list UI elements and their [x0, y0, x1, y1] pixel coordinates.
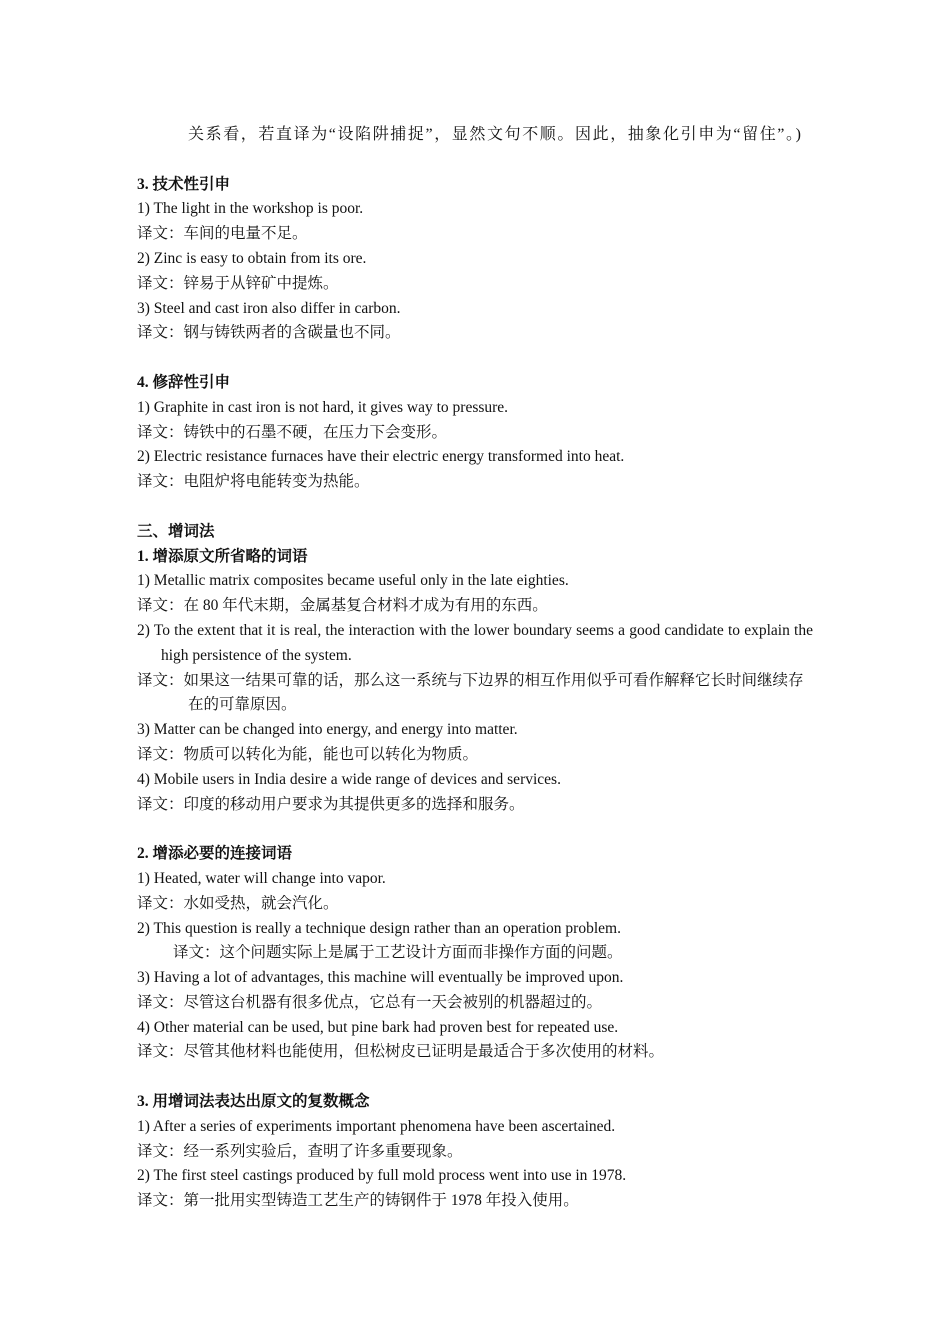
translation-zh: 译文：经一系列实验后，查明了许多重要现象。	[137, 1142, 463, 1160]
example-en: 3) Matter can be changed into energy, and energy into matter.	[137, 721, 518, 739]
translation-zh: 译文：铸铁中的石墨不硬，在压力下会变形。	[137, 423, 448, 441]
translation-zh-wrapped: 译文：如果这一结果可靠的话，那么这一系统与下边界的相互作用似乎可看作解释它长时间继续存在的可靠原因。	[137, 671, 804, 714]
translation-zh: 译文：电阻炉将电能转变为热能。	[137, 473, 370, 491]
example-en: 1) Heated, water will change into vapor.	[137, 869, 386, 887]
example-en: 2) This question is really a technique design rather than an operation problem.	[137, 919, 621, 937]
spacer	[137, 817, 813, 842]
example-en: 2) Electric resistance furnaces have their electric energy transformed into heat.	[137, 448, 625, 466]
spacer	[137, 495, 813, 520]
example-en: 4) Mobile users in India desire a wide range of devices and services.	[137, 770, 561, 788]
subsection-heading-omitted-words: 1. 增添原文所省略的词语	[137, 547, 308, 565]
spacer	[137, 346, 813, 371]
translation-zh: 译文：锌易于从锌矿中提炼。	[137, 274, 339, 292]
translation-zh: 译文：尽管其他材料也能使用，但松树皮已证明是最适合于多次使用的材料。	[137, 1043, 665, 1061]
part-heading-amplification: 三、增词法	[137, 522, 215, 540]
translation-zh: 译文：水如受热，就会汽化。	[137, 894, 339, 912]
translation-zh: 译文：印度的移动用户要求为其提供更多的选择和服务。	[137, 795, 525, 813]
translation-zh: 译文：钢与铸铁两者的含碳量也不同。	[137, 324, 401, 342]
example-en: 1) The light in the workshop is poor.	[137, 200, 364, 218]
example-en: 2) The first steel castings produced by full mold process went into use in 1978.	[137, 1167, 627, 1185]
translation-zh: 译文：尽管这台机器有很多优点，它总有一天会被别的机器超过的。	[137, 993, 603, 1011]
continuation-line: 关系看，若直译为“设陷阱捕捉”，显然文句不顺。因此，抽象化引申为“留住”。)	[188, 126, 803, 143]
example-en: 1) Graphite in cast iron is not hard, it gives way to pressure.	[137, 398, 509, 416]
translation-zh: 译文：第一批用实型铸造工艺生产的铸钢件于 1978 年投入使用。	[137, 1192, 579, 1210]
subsection-heading-connectives: 2. 增添必要的连接词语	[137, 845, 293, 863]
section-heading-technical: 3. 技术性引申	[137, 175, 231, 193]
spacer	[137, 148, 813, 173]
example-en-wrapped: 2) To the extent that it is real, the interaction with the lower boundary seems a good candidate to explain the high persistence of the system.	[137, 621, 813, 664]
document-page	[137, 123, 813, 1214]
section-heading-rhetorical: 4. 修辞性引申	[137, 373, 231, 391]
translation-zh: 译文：车间的电量不足。	[137, 225, 308, 243]
example-en: 1) Metallic matrix composites became useful only in the late eighties.	[137, 572, 569, 590]
subsection-heading-plural: 3. 用增词法表达出原文的复数概念	[137, 1093, 370, 1111]
translation-zh: 译文：在 80 年代末期，金属基复合材料才成为有用的东西。	[137, 597, 548, 615]
translation-zh-indented: 译文：这个问题实际上是属于工艺设计方面而非操作方面的问题。	[173, 944, 623, 962]
example-en: 3) Steel and cast iron also differ in carbon.	[137, 299, 401, 317]
spacer	[137, 1065, 813, 1090]
example-en: 1) After a series of experiments important phenomena have been ascertained.	[137, 1117, 616, 1135]
example-en: 3) Having a lot of advantages, this machine will eventually be improved upon.	[137, 969, 624, 987]
example-en: 4) Other material can be used, but pine bark had proven best for repeated use.	[137, 1018, 619, 1036]
translation-zh: 译文：物质可以转化为能，能也可以转化为物质。	[137, 745, 479, 763]
example-en: 2) Zinc is easy to obtain from its ore.	[137, 249, 367, 267]
